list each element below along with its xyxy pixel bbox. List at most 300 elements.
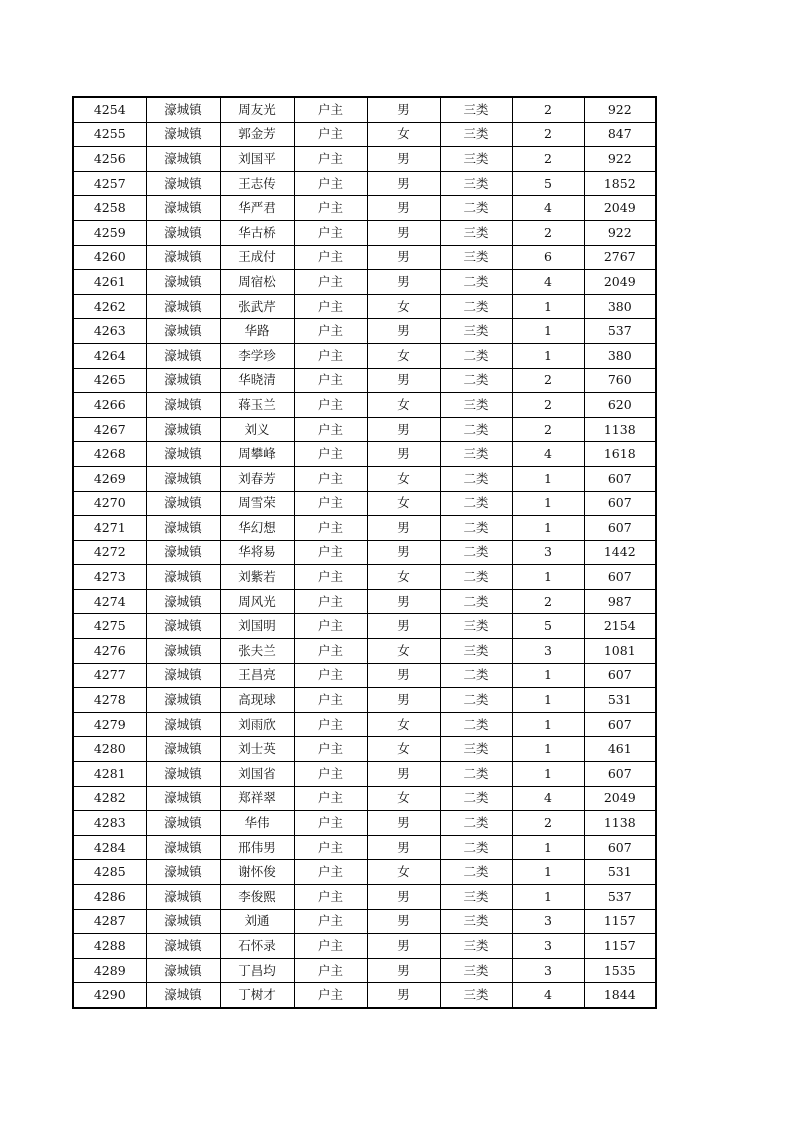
household-size-cell: 2 (512, 368, 584, 393)
household-size-cell: 1 (512, 343, 584, 368)
table-row (73, 934, 656, 959)
row-number-cell: 4261 (73, 270, 146, 295)
gender-cell: 女 (367, 122, 440, 147)
gender-cell: 男 (367, 220, 440, 245)
town-cell: 濠城镇 (146, 466, 220, 491)
household-size-cell: 4 (512, 196, 584, 221)
gender-cell: 男 (367, 171, 440, 196)
household-size-cell: 3 (512, 540, 584, 565)
amount-cell: 620 (584, 393, 656, 418)
gender-cell: 女 (367, 466, 440, 491)
table-row (73, 368, 656, 393)
gender-cell: 男 (367, 147, 440, 172)
gender-cell: 男 (367, 417, 440, 442)
relation-cell: 户主 (294, 417, 367, 442)
category-cell: 二类 (440, 663, 512, 688)
town-cell: 濠城镇 (146, 811, 220, 836)
town-cell: 濠城镇 (146, 516, 220, 541)
town-cell: 濠城镇 (146, 147, 220, 172)
row-number-cell: 4271 (73, 516, 146, 541)
household-size-cell: 1 (512, 885, 584, 910)
name-cell: 周雪荣 (220, 491, 294, 516)
town-cell: 濠城镇 (146, 983, 220, 1008)
amount-cell: 607 (584, 516, 656, 541)
relation-cell: 户主 (294, 393, 367, 418)
name-cell: 王成付 (220, 245, 294, 270)
relation-cell: 户主 (294, 835, 367, 860)
category-cell: 三类 (440, 983, 512, 1008)
relation-cell: 户主 (294, 270, 367, 295)
household-size-cell: 1 (512, 688, 584, 713)
category-cell: 二类 (440, 343, 512, 368)
row-number-cell: 4273 (73, 565, 146, 590)
table-row (73, 319, 656, 344)
household-size-cell: 4 (512, 442, 584, 467)
row-number-cell: 4289 (73, 958, 146, 983)
household-size-cell: 2 (512, 811, 584, 836)
household-size-cell: 2 (512, 417, 584, 442)
relation-cell: 户主 (294, 712, 367, 737)
relation-cell: 户主 (294, 737, 367, 762)
name-cell: 华幻想 (220, 516, 294, 541)
town-cell: 濠城镇 (146, 663, 220, 688)
name-cell: 刘春芳 (220, 466, 294, 491)
name-cell: 刘通 (220, 909, 294, 934)
town-cell: 濠城镇 (146, 614, 220, 639)
gender-cell: 女 (367, 393, 440, 418)
amount-cell: 2049 (584, 196, 656, 221)
relation-cell: 户主 (294, 540, 367, 565)
table-row (73, 122, 656, 147)
relation-cell: 户主 (294, 688, 367, 713)
town-cell: 濠城镇 (146, 368, 220, 393)
household-size-cell: 1 (512, 294, 584, 319)
category-cell: 三类 (440, 909, 512, 934)
row-number-cell: 4290 (73, 983, 146, 1008)
name-cell: 华伟 (220, 811, 294, 836)
gender-cell: 男 (367, 762, 440, 787)
table-row (73, 663, 656, 688)
amount-cell: 922 (584, 220, 656, 245)
relation-cell: 户主 (294, 614, 367, 639)
category-cell: 二类 (440, 860, 512, 885)
row-number-cell: 4281 (73, 762, 146, 787)
amount-cell: 607 (584, 491, 656, 516)
name-cell: 刘义 (220, 417, 294, 442)
row-number-cell: 4255 (73, 122, 146, 147)
row-number-cell: 4262 (73, 294, 146, 319)
relation-cell: 户主 (294, 220, 367, 245)
gender-cell: 女 (367, 737, 440, 762)
town-cell: 濠城镇 (146, 688, 220, 713)
gender-cell: 女 (367, 294, 440, 319)
name-cell: 石怀录 (220, 934, 294, 959)
amount-cell: 607 (584, 762, 656, 787)
town-cell: 濠城镇 (146, 885, 220, 910)
amount-cell: 1081 (584, 639, 656, 664)
household-size-cell: 3 (512, 958, 584, 983)
amount-cell: 607 (584, 565, 656, 590)
name-cell: 高现球 (220, 688, 294, 713)
amount-cell: 380 (584, 294, 656, 319)
row-number-cell: 4270 (73, 491, 146, 516)
household-size-cell: 1 (512, 762, 584, 787)
row-number-cell: 4254 (73, 97, 146, 122)
category-cell: 三类 (440, 885, 512, 910)
town-cell: 濠城镇 (146, 319, 220, 344)
relation-cell: 户主 (294, 983, 367, 1008)
household-size-cell: 1 (512, 712, 584, 737)
table-body (73, 97, 656, 1008)
table-row (73, 909, 656, 934)
gender-cell: 男 (367, 958, 440, 983)
row-number-cell: 4275 (73, 614, 146, 639)
table-row (73, 589, 656, 614)
category-cell: 二类 (440, 540, 512, 565)
row-number-cell: 4257 (73, 171, 146, 196)
name-cell: 王志传 (220, 171, 294, 196)
table-row (73, 343, 656, 368)
amount-cell: 607 (584, 466, 656, 491)
household-size-cell: 2 (512, 220, 584, 245)
name-cell: 华将易 (220, 540, 294, 565)
household-size-cell: 6 (512, 245, 584, 270)
table-row (73, 762, 656, 787)
gender-cell: 男 (367, 663, 440, 688)
row-number-cell: 4276 (73, 639, 146, 664)
relation-cell: 户主 (294, 762, 367, 787)
household-size-cell: 1 (512, 319, 584, 344)
row-number-cell: 4264 (73, 343, 146, 368)
category-cell: 二类 (440, 196, 512, 221)
category-cell: 三类 (440, 122, 512, 147)
amount-cell: 1138 (584, 811, 656, 836)
table-row (73, 860, 656, 885)
relation-cell: 户主 (294, 294, 367, 319)
table-row (73, 885, 656, 910)
amount-cell: 1442 (584, 540, 656, 565)
name-cell: 郭金芳 (220, 122, 294, 147)
relation-cell: 户主 (294, 491, 367, 516)
row-number-cell: 4278 (73, 688, 146, 713)
row-number-cell: 4287 (73, 909, 146, 934)
name-cell: 郑祥翠 (220, 786, 294, 811)
category-cell: 三类 (440, 614, 512, 639)
amount-cell: 2049 (584, 786, 656, 811)
household-size-cell: 5 (512, 171, 584, 196)
amount-cell: 922 (584, 147, 656, 172)
relation-cell: 户主 (294, 343, 367, 368)
gender-cell: 男 (367, 516, 440, 541)
amount-cell: 607 (584, 663, 656, 688)
category-cell: 二类 (440, 811, 512, 836)
town-cell: 濠城镇 (146, 934, 220, 959)
town-cell: 濠城镇 (146, 589, 220, 614)
row-number-cell: 4260 (73, 245, 146, 270)
name-cell: 李俊熙 (220, 885, 294, 910)
town-cell: 濠城镇 (146, 442, 220, 467)
category-cell: 三类 (440, 319, 512, 344)
category-cell: 三类 (440, 958, 512, 983)
relation-cell: 户主 (294, 97, 367, 122)
category-cell: 二类 (440, 294, 512, 319)
category-cell: 二类 (440, 516, 512, 541)
household-size-cell: 2 (512, 589, 584, 614)
town-cell: 濠城镇 (146, 97, 220, 122)
relation-cell: 户主 (294, 368, 367, 393)
table-row (73, 639, 656, 664)
row-number-cell: 4259 (73, 220, 146, 245)
gender-cell: 男 (367, 885, 440, 910)
household-size-cell: 1 (512, 516, 584, 541)
gender-cell: 男 (367, 245, 440, 270)
table-row (73, 147, 656, 172)
amount-cell: 2767 (584, 245, 656, 270)
relation-cell: 户主 (294, 171, 367, 196)
row-number-cell: 4272 (73, 540, 146, 565)
gender-cell: 男 (367, 811, 440, 836)
category-cell: 二类 (440, 688, 512, 713)
town-cell: 濠城镇 (146, 958, 220, 983)
category-cell: 二类 (440, 565, 512, 590)
gender-cell: 女 (367, 639, 440, 664)
row-number-cell: 4266 (73, 393, 146, 418)
row-number-cell: 4279 (73, 712, 146, 737)
row-number-cell: 4268 (73, 442, 146, 467)
town-cell: 濠城镇 (146, 270, 220, 295)
table-row (73, 442, 656, 467)
household-size-cell: 3 (512, 909, 584, 934)
gender-cell: 男 (367, 319, 440, 344)
row-number-cell: 4265 (73, 368, 146, 393)
amount-cell: 1157 (584, 934, 656, 959)
category-cell: 二类 (440, 835, 512, 860)
gender-cell: 女 (367, 712, 440, 737)
name-cell: 刘紫若 (220, 565, 294, 590)
row-number-cell: 4263 (73, 319, 146, 344)
town-cell: 濠城镇 (146, 762, 220, 787)
table-row (73, 540, 656, 565)
category-cell: 二类 (440, 786, 512, 811)
category-cell: 二类 (440, 417, 512, 442)
name-cell: 丁树才 (220, 983, 294, 1008)
relation-cell: 户主 (294, 147, 367, 172)
table-row (73, 220, 656, 245)
town-cell: 濠城镇 (146, 171, 220, 196)
gender-cell: 女 (367, 343, 440, 368)
row-number-cell: 4284 (73, 835, 146, 860)
gender-cell: 男 (367, 909, 440, 934)
category-cell: 二类 (440, 270, 512, 295)
gender-cell: 男 (367, 540, 440, 565)
household-size-cell: 2 (512, 97, 584, 122)
name-cell: 李学珍 (220, 343, 294, 368)
town-cell: 濠城镇 (146, 835, 220, 860)
relation-cell: 户主 (294, 516, 367, 541)
amount-cell: 607 (584, 712, 656, 737)
gender-cell: 女 (367, 860, 440, 885)
amount-cell: 1138 (584, 417, 656, 442)
amount-cell: 1157 (584, 909, 656, 934)
name-cell: 刘国明 (220, 614, 294, 639)
town-cell: 濠城镇 (146, 196, 220, 221)
gender-cell: 男 (367, 688, 440, 713)
category-cell: 二类 (440, 491, 512, 516)
relation-cell: 户主 (294, 122, 367, 147)
amount-cell: 922 (584, 97, 656, 122)
name-cell: 刘雨欣 (220, 712, 294, 737)
gender-cell: 女 (367, 491, 440, 516)
category-cell: 三类 (440, 442, 512, 467)
relation-cell: 户主 (294, 860, 367, 885)
gender-cell: 男 (367, 589, 440, 614)
amount-cell: 2154 (584, 614, 656, 639)
row-number-cell: 4277 (73, 663, 146, 688)
relation-cell: 户主 (294, 466, 367, 491)
town-cell: 濠城镇 (146, 491, 220, 516)
relation-cell: 户主 (294, 909, 367, 934)
town-cell: 濠城镇 (146, 737, 220, 762)
household-size-cell: 3 (512, 934, 584, 959)
name-cell: 周宿松 (220, 270, 294, 295)
row-number-cell: 4258 (73, 196, 146, 221)
name-cell: 周友光 (220, 97, 294, 122)
town-cell: 濠城镇 (146, 245, 220, 270)
category-cell: 三类 (440, 639, 512, 664)
relation-cell: 户主 (294, 934, 367, 959)
town-cell: 濠城镇 (146, 417, 220, 442)
row-number-cell: 4280 (73, 737, 146, 762)
table-row (73, 835, 656, 860)
household-size-cell: 2 (512, 393, 584, 418)
category-cell: 二类 (440, 762, 512, 787)
table-row (73, 737, 656, 762)
household-size-cell: 1 (512, 860, 584, 885)
row-number-cell: 4274 (73, 589, 146, 614)
amount-cell: 987 (584, 589, 656, 614)
name-cell: 邢伟男 (220, 835, 294, 860)
relation-cell: 户主 (294, 811, 367, 836)
town-cell: 濠城镇 (146, 540, 220, 565)
name-cell: 周风光 (220, 589, 294, 614)
amount-cell: 760 (584, 368, 656, 393)
table-row (73, 516, 656, 541)
household-size-cell: 4 (512, 786, 584, 811)
table-row (73, 294, 656, 319)
amount-cell: 531 (584, 688, 656, 713)
gender-cell: 女 (367, 565, 440, 590)
category-cell: 三类 (440, 147, 512, 172)
table-row (73, 171, 656, 196)
table-row (73, 245, 656, 270)
table-row (73, 393, 656, 418)
relation-cell: 户主 (294, 786, 367, 811)
category-cell: 三类 (440, 171, 512, 196)
table-row (73, 196, 656, 221)
name-cell: 刘国平 (220, 147, 294, 172)
table-row (73, 491, 656, 516)
category-cell: 三类 (440, 97, 512, 122)
category-cell: 三类 (440, 245, 512, 270)
amount-cell: 1844 (584, 983, 656, 1008)
table-row (73, 983, 656, 1008)
amount-cell: 1852 (584, 171, 656, 196)
category-cell: 二类 (440, 589, 512, 614)
household-size-cell: 5 (512, 614, 584, 639)
category-cell: 三类 (440, 220, 512, 245)
row-number-cell: 4285 (73, 860, 146, 885)
amount-cell: 847 (584, 122, 656, 147)
household-size-cell: 2 (512, 147, 584, 172)
relation-cell: 户主 (294, 196, 367, 221)
name-cell: 华严君 (220, 196, 294, 221)
table-row (73, 958, 656, 983)
name-cell: 蒋玉兰 (220, 393, 294, 418)
row-number-cell: 4286 (73, 885, 146, 910)
table-row (73, 97, 656, 122)
gender-cell: 男 (367, 270, 440, 295)
category-cell: 三类 (440, 737, 512, 762)
name-cell: 张武芹 (220, 294, 294, 319)
category-cell: 二类 (440, 466, 512, 491)
town-cell: 濠城镇 (146, 786, 220, 811)
table-row (73, 614, 656, 639)
row-number-cell: 4283 (73, 811, 146, 836)
gender-cell: 女 (367, 786, 440, 811)
relation-cell: 户主 (294, 442, 367, 467)
town-cell: 濠城镇 (146, 294, 220, 319)
row-number-cell: 4288 (73, 934, 146, 959)
household-size-cell: 2 (512, 122, 584, 147)
gender-cell: 男 (367, 934, 440, 959)
table-row (73, 688, 656, 713)
table-row (73, 712, 656, 737)
household-table (72, 96, 657, 1009)
gender-cell: 男 (367, 983, 440, 1008)
town-cell: 濠城镇 (146, 122, 220, 147)
relation-cell: 户主 (294, 589, 367, 614)
name-cell: 张夫兰 (220, 639, 294, 664)
name-cell: 谢怀俊 (220, 860, 294, 885)
gender-cell: 男 (367, 97, 440, 122)
household-size-cell: 1 (512, 835, 584, 860)
household-size-cell: 1 (512, 737, 584, 762)
amount-cell: 1618 (584, 442, 656, 467)
amount-cell: 1535 (584, 958, 656, 983)
name-cell: 华古桥 (220, 220, 294, 245)
amount-cell: 2049 (584, 270, 656, 295)
town-cell: 濠城镇 (146, 909, 220, 934)
name-cell: 刘士英 (220, 737, 294, 762)
household-size-cell: 4 (512, 983, 584, 1008)
relation-cell: 户主 (294, 663, 367, 688)
gender-cell: 男 (367, 196, 440, 221)
table-row (73, 270, 656, 295)
table-row (73, 786, 656, 811)
row-number-cell: 4267 (73, 417, 146, 442)
category-cell: 三类 (440, 393, 512, 418)
relation-cell: 户主 (294, 639, 367, 664)
category-cell: 二类 (440, 368, 512, 393)
table-row (73, 466, 656, 491)
household-size-cell: 1 (512, 663, 584, 688)
row-number-cell: 4256 (73, 147, 146, 172)
relation-cell: 户主 (294, 565, 367, 590)
name-cell: 华路 (220, 319, 294, 344)
name-cell: 华晓清 (220, 368, 294, 393)
gender-cell: 男 (367, 835, 440, 860)
table-row (73, 417, 656, 442)
